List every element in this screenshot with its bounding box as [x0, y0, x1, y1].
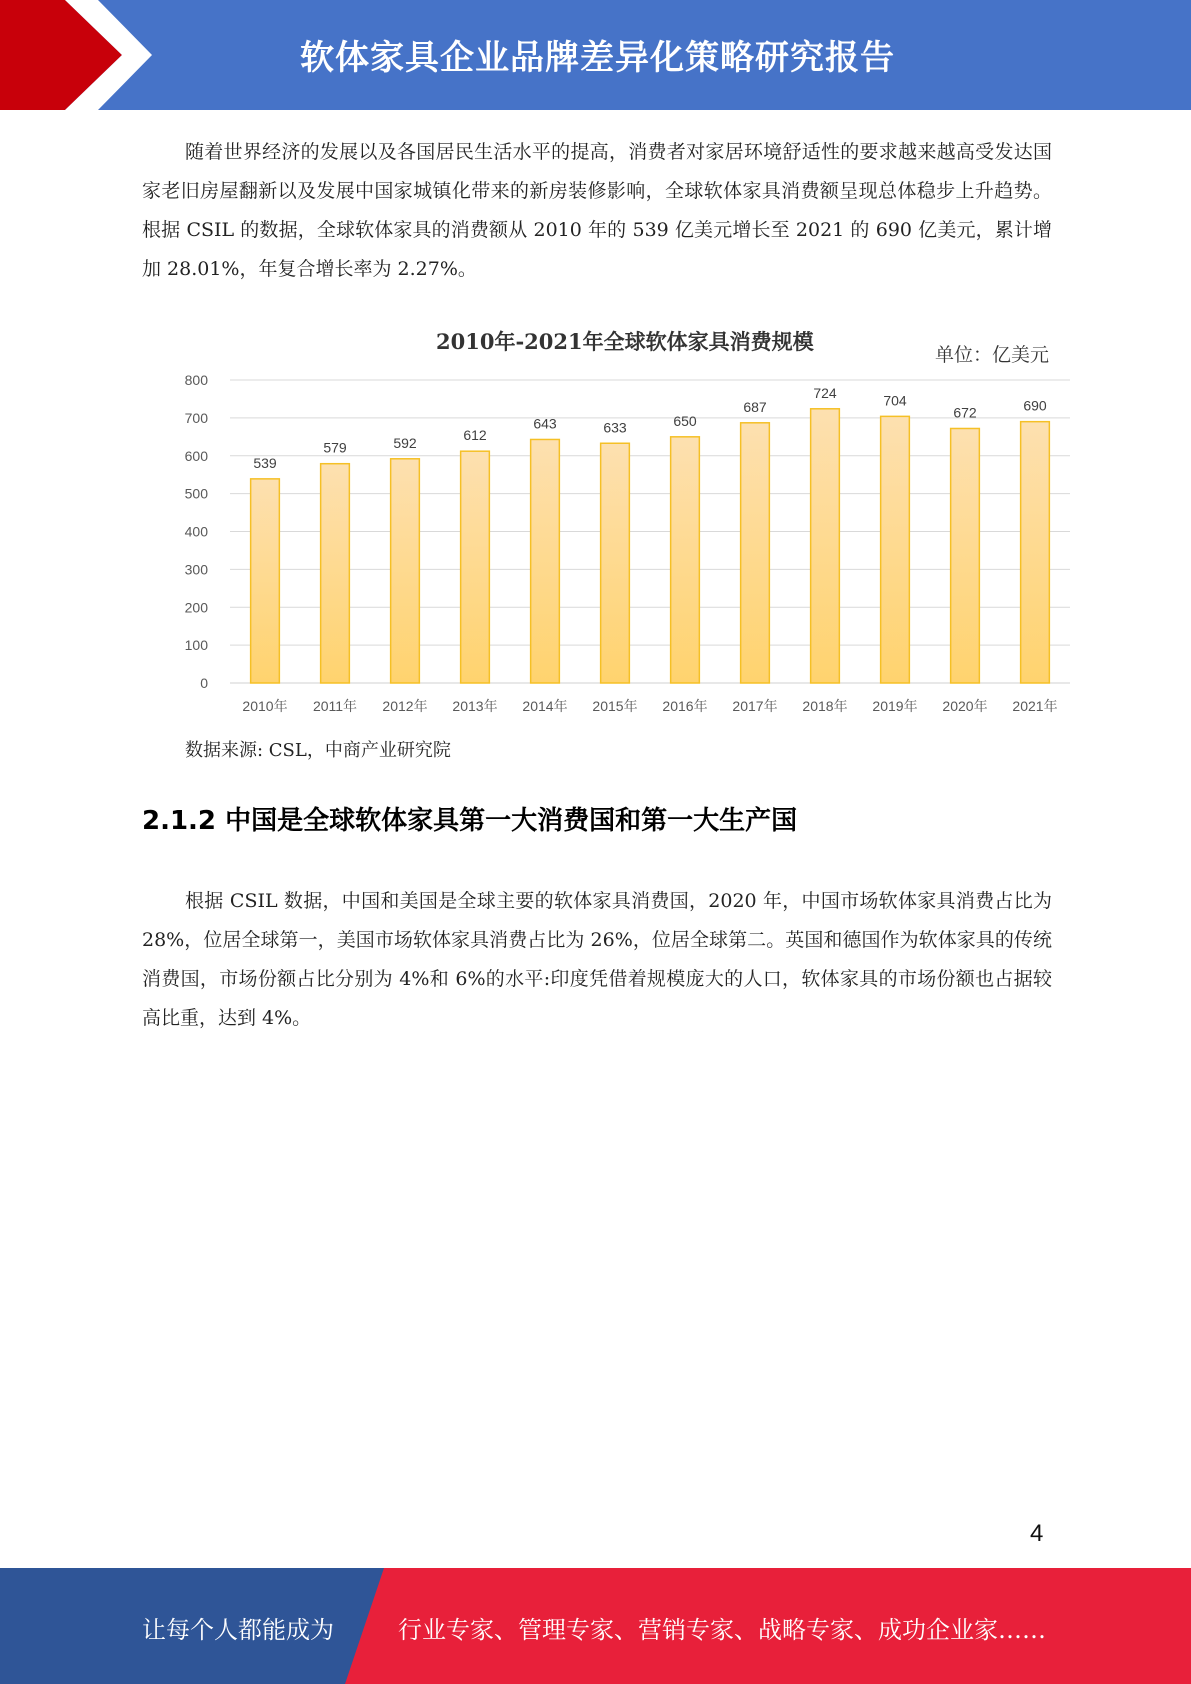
report-title: 软体家具企业品牌差异化策略研究报告 [300, 38, 895, 78]
y-tick-label: 0 [200, 675, 208, 691]
y-tick-label: 700 [184, 409, 208, 426]
chart-data-labels [253, 385, 1047, 471]
data-label: 539 [253, 454, 277, 471]
bar [1021, 422, 1050, 683]
section-heading: 2.1.2 中国是全球软体家具第一大消费国和第一大生产国 [142, 806, 798, 836]
x-tick-label: 2014年 [522, 698, 568, 714]
data-label: 579 [323, 439, 347, 456]
chart-unit-label: 单位：亿美元 [935, 344, 1050, 366]
data-label: 650 [673, 412, 697, 429]
x-tick-label: 2013年 [452, 698, 498, 714]
y-tick-label: 300 [184, 561, 208, 578]
x-tick-label: 2012年 [382, 698, 428, 714]
x-tick-label: 2018年 [802, 698, 848, 714]
y-tick-label: 100 [184, 637, 208, 654]
y-tick-label: 800 [184, 372, 208, 388]
x-tick-label: 2015年 [592, 698, 638, 714]
bar [951, 428, 980, 683]
bar [811, 409, 840, 683]
y-axis-ticks [185, 372, 209, 691]
data-label: 612 [463, 427, 487, 444]
data-label: 592 [393, 434, 417, 451]
bar [671, 437, 700, 683]
x-tick-label: 2010年 [242, 698, 288, 714]
data-label: 724 [813, 384, 837, 401]
data-label: 690 [1023, 397, 1047, 414]
data-label: 704 [883, 392, 907, 409]
data-label: 643 [533, 415, 557, 432]
data-label: 687 [743, 398, 767, 415]
data-label: 633 [603, 419, 627, 436]
x-tick-label: 2017年 [732, 698, 778, 714]
intro-paragraph: 随着世界经济的发展以及各国居民生活水平的提高，消费者对家居环境舒适性的要求越来越高受发达国家老旧房屋翻新以及发展中国家城镇化带来的新房装修影响，全球软体家具消费额呈现总体稳步上升趋势。根据 CSIL 的数据，全球软体家具的消费额从 2010 年的 539 亿美元增长至 2021 的 690 亿美元，累计增加 28.01%，年复合增长率为 2.27%。 [142, 141, 1052, 280]
chart-gridlines [230, 380, 1070, 683]
bar [251, 479, 280, 683]
y-tick-label: 400 [184, 523, 208, 540]
bar [531, 439, 560, 683]
chart-source-note: 数据来源: CSL，中商产业研究院 [185, 740, 451, 761]
x-tick-label: 2021年 [1012, 698, 1058, 714]
bar [461, 451, 490, 683]
y-tick-label: 200 [184, 599, 208, 616]
x-tick-label: 2020年 [942, 698, 988, 714]
bar [741, 423, 770, 683]
y-tick-label: 600 [184, 447, 208, 464]
footer-slogan-right: 行业专家、管理专家、营销专家、战略专家、成功企业家…… [398, 1616, 1046, 1644]
bar [321, 464, 350, 683]
page-header [0, 0, 1191, 110]
section-paragraph: 根据 CSIL 数据，中国和美国是全球主要的软体家具消费国，2020 年，中国市场软体家具消费占比为 28%，位居全球第一，美国市场软体家具消费占比为 26%，位居全球第二。英国和德国作为软体家具的传统消费国，市场份额占比分别为 4%和 6%的水平:印度凭借着规模庞大的人口，软体家具的市场份额也占据较高比重，达到 4%。 [142, 890, 1052, 1029]
x-tick-label: 2019年 [872, 698, 918, 714]
bar-chart [170, 315, 1080, 725]
footer-slogan-left: 让每个人都能成为 [142, 1616, 334, 1644]
bar [881, 416, 910, 683]
x-tick-label: 2011年 [312, 698, 358, 714]
chart-bars [251, 409, 1050, 683]
bar [601, 443, 630, 683]
bar-chart-svg [170, 315, 1080, 725]
x-axis-ticks [242, 698, 1057, 714]
y-tick-label: 500 [184, 485, 208, 502]
page-footer [0, 1568, 1191, 1684]
bar [391, 459, 420, 683]
page-number: 4 [1030, 1520, 1044, 1547]
data-label: 672 [953, 404, 977, 421]
chart-title: 2010年-2021年全球软体家具消费规模 [436, 329, 814, 354]
x-tick-label: 2016年 [662, 698, 708, 714]
